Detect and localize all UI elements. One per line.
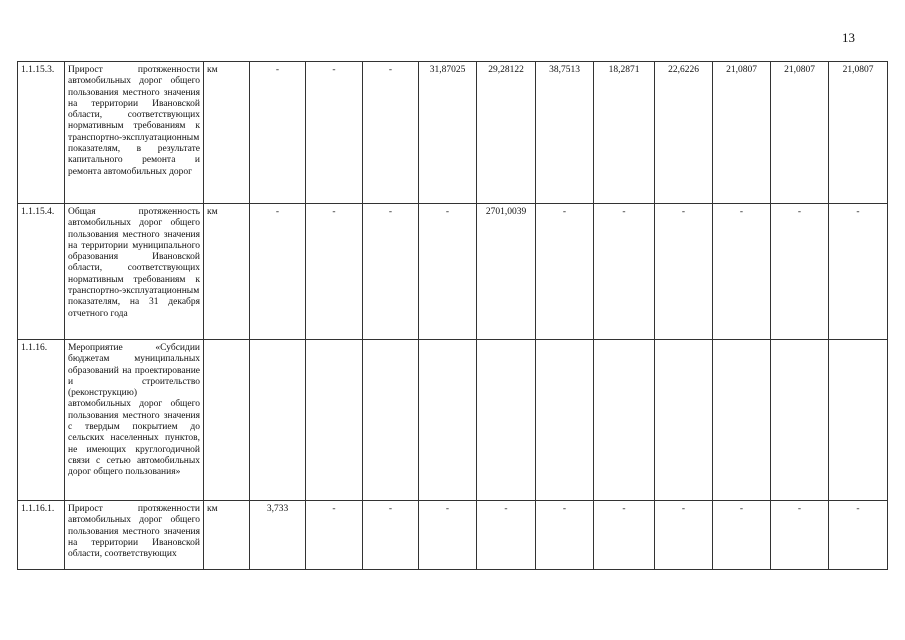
value-cell [306,340,363,501]
value-cell [536,340,594,501]
value-cell: - [477,501,536,570]
value-cell: 21,0807 [713,62,771,204]
value-cell: 18,2871 [594,62,655,204]
value-cell [655,340,713,501]
row-description: Мероприятие «Субсидии бюджетам муниципальных образований на проектирование и строительство (реконструкцию) автомобильных дорог общего пользования местного значения с твердым покрытием до сельских населенных пунктов, не имеющих круглогодичной связи с сетью автомобильных дорог общего пользования» [65,340,204,501]
value-cell: - [829,204,888,340]
value-cell: - [594,501,655,570]
value-cell: - [655,501,713,570]
value-cell: - [536,204,594,340]
value-cell: 22,6226 [655,62,713,204]
table-row [18,204,888,340]
value-cell: - [419,501,477,570]
row-description: Прирост протяженности автомобильных дорог общего пользования местного значения на территории Ивановской области, соответствующих нормативным требованиям к транспортно-эксплуатационным показателям, в результате капитального ремонта и ремонта автомобильных дорог [65,62,204,204]
indicators-table [17,61,888,570]
value-cell: - [536,501,594,570]
row-code: 1.1.16.1. [18,501,65,570]
value-cell: - [306,204,363,340]
value-cell: - [306,62,363,204]
value-cell [250,340,306,501]
value-cell: - [363,204,419,340]
value-cell: 21,0807 [829,62,888,204]
value-cell [829,340,888,501]
value-cell: - [829,501,888,570]
table-row [18,62,888,204]
value-cell: 31,87025 [419,62,477,204]
value-cell: - [419,204,477,340]
value-cell: - [713,501,771,570]
row-code: 1.1.16. [18,340,65,501]
row-code: 1.1.15.3. [18,62,65,204]
value-cell: 38,7513 [536,62,594,204]
value-cell: - [771,501,829,570]
value-cell: - [655,204,713,340]
value-cell: - [250,204,306,340]
value-cell [713,340,771,501]
row-description: Общая протяженность автомобильных дорог общего пользования местного значения на территории муниципального образования Ивановской области, соответствующих нормативным требованиям к транспортно-эксплуатационным показателям, на 31 декабря отчетного года [65,204,204,340]
row-unit: км [204,62,250,204]
value-cell [771,340,829,501]
value-cell: - [306,501,363,570]
value-cell: - [713,204,771,340]
page-number: 13 [842,30,855,45]
table-row [18,501,888,570]
row-code: 1.1.15.4. [18,204,65,340]
value-cell: 29,28122 [477,62,536,204]
value-cell [477,340,536,501]
value-cell: 21,0807 [771,62,829,204]
value-cell: - [250,62,306,204]
value-cell: 3,733 [250,501,306,570]
row-description: Прирост протяженности автомобильных дорог общего пользования местного значения на территории Ивановской области, соответствующих [65,501,204,570]
value-cell: - [363,501,419,570]
row-unit [204,340,250,501]
value-cell: - [594,204,655,340]
row-unit: км [204,204,250,340]
value-cell: 2701,0039 [477,204,536,340]
value-cell [419,340,477,501]
value-cell [363,340,419,501]
table-row [18,340,888,501]
value-cell: - [363,62,419,204]
value-cell [594,340,655,501]
row-unit: км [204,501,250,570]
value-cell: - [771,204,829,340]
